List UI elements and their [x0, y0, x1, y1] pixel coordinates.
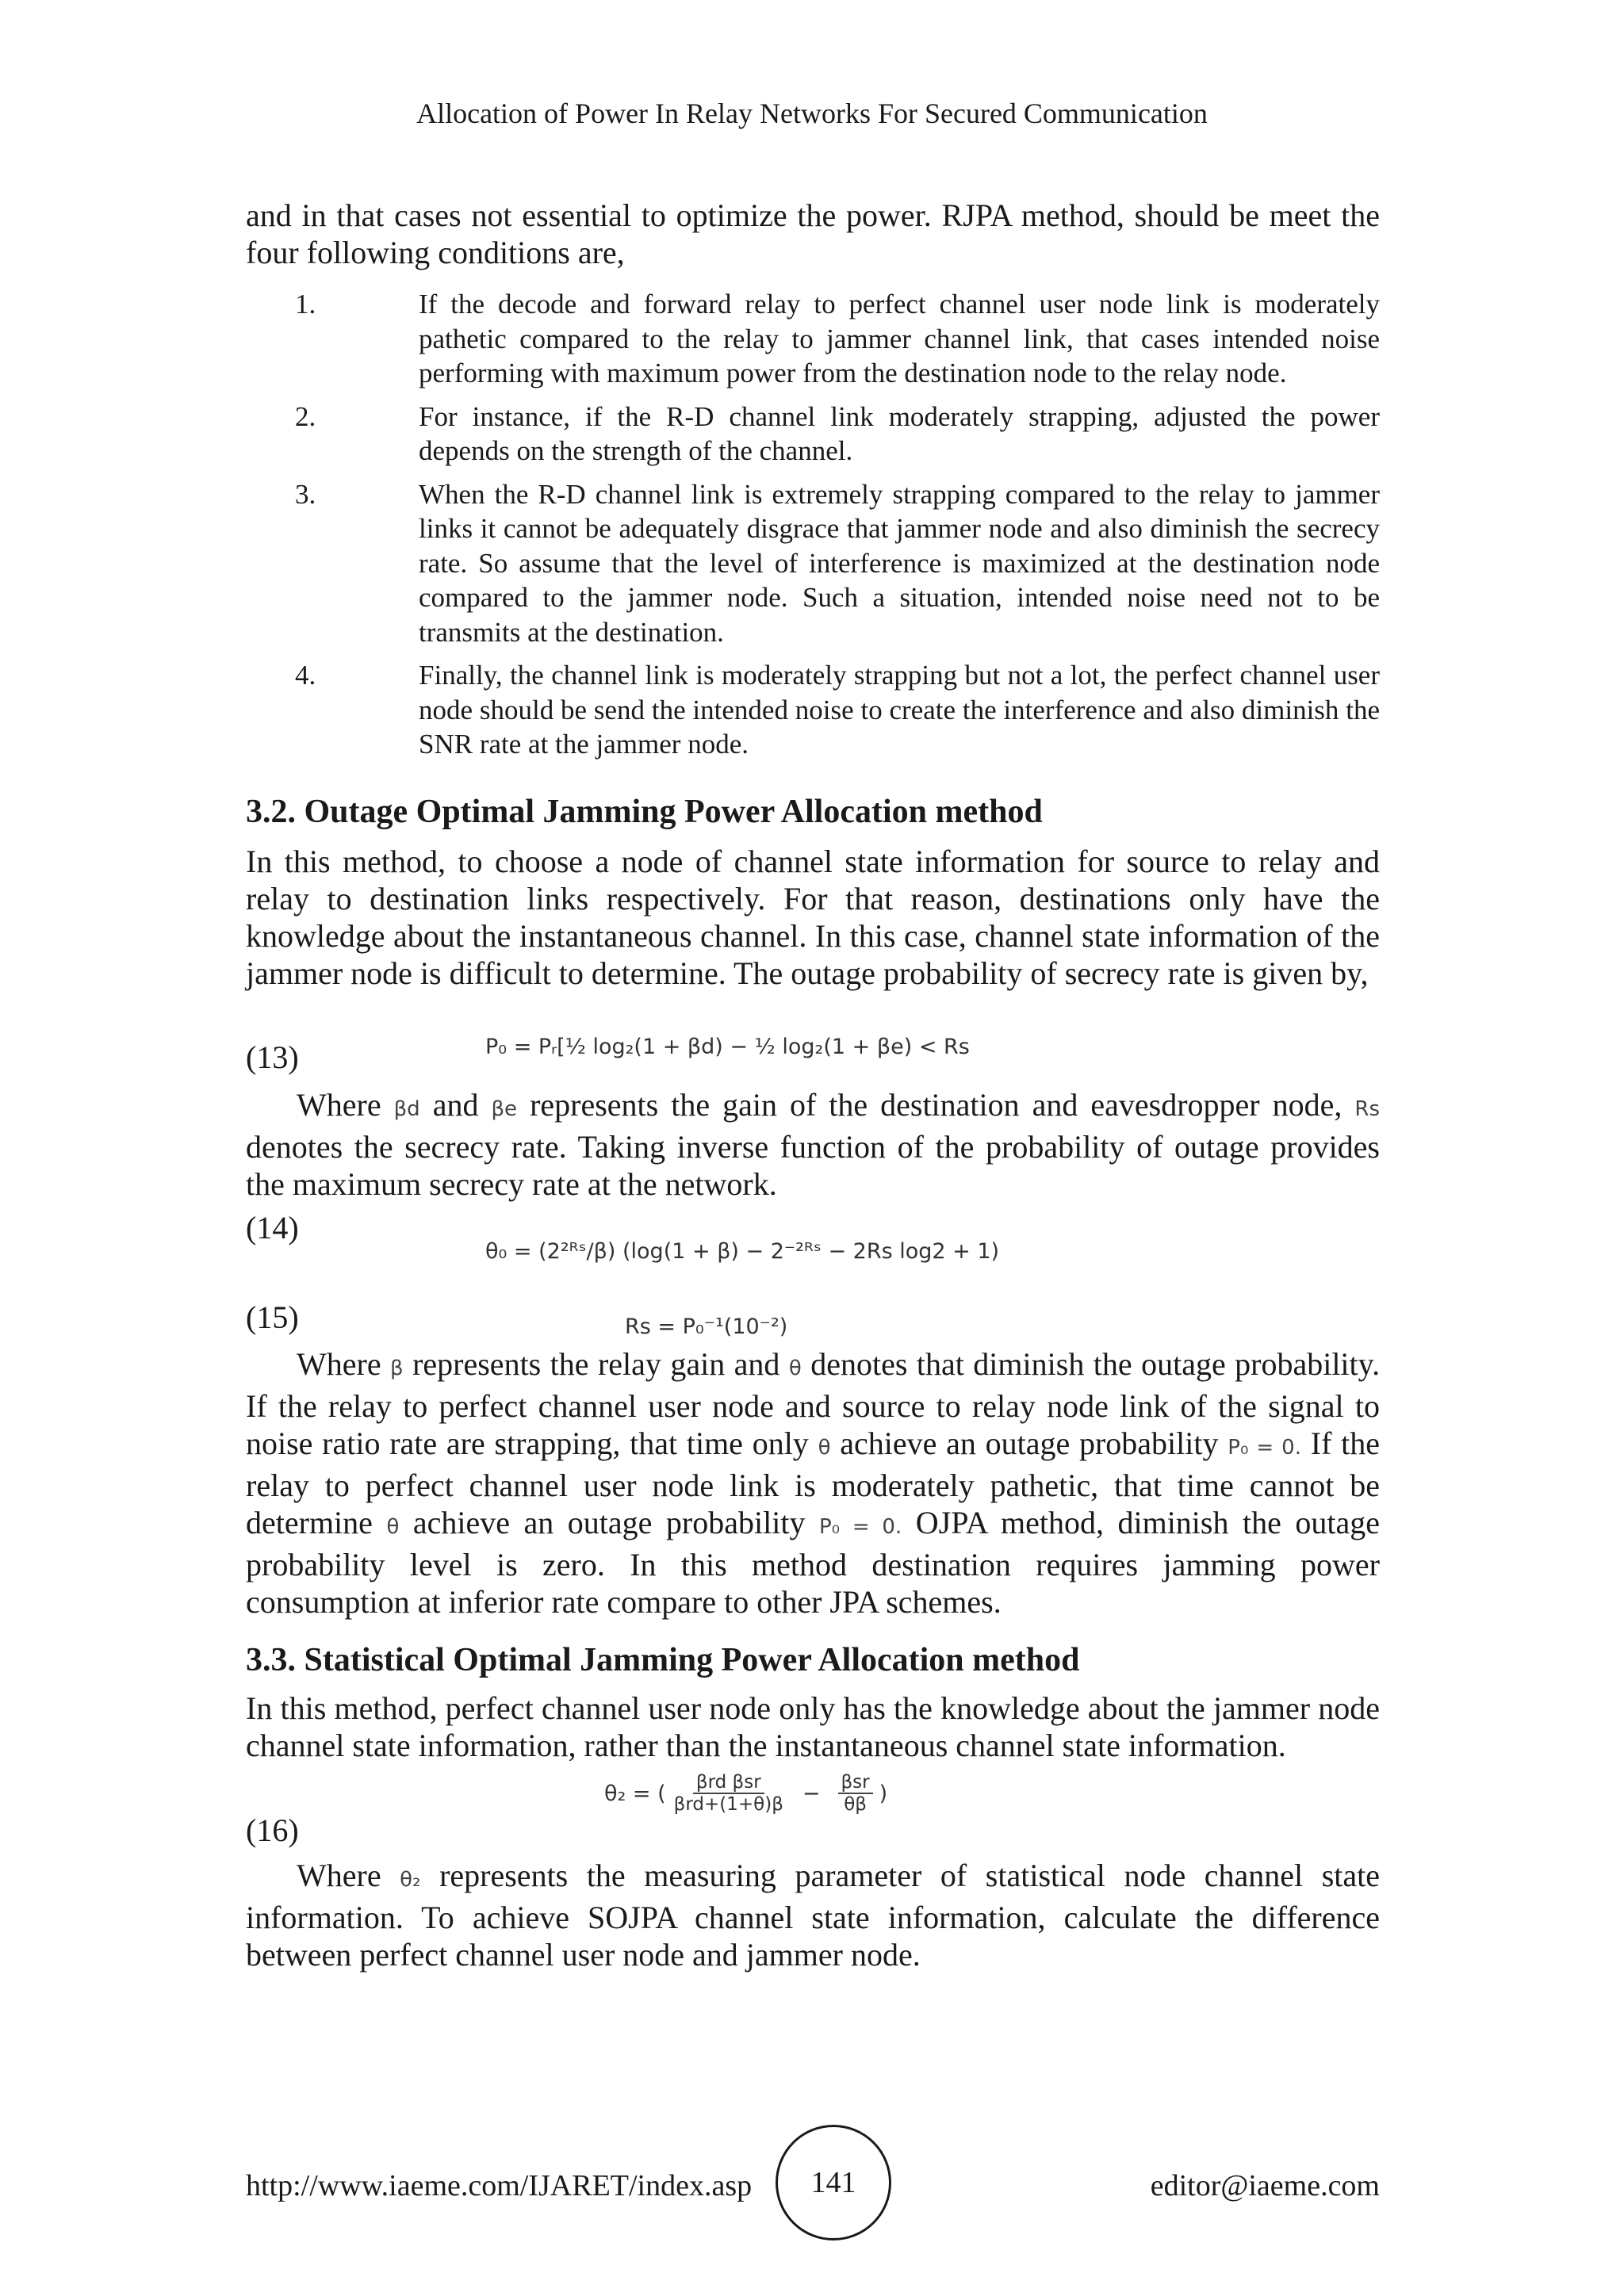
section-3-2-para1 [246, 843, 1380, 992]
list-item-text: If the decode and forward relay to perfect channel user node link is moderately pathetic compared to the relay to jammer channel link, that cases intended noise performing with maximum power from the destination node to the relay node. [419, 289, 1380, 388]
section-3-3-para1 [246, 1689, 1380, 1764]
text-span: Where [297, 1346, 381, 1382]
theta-symbol: θ [386, 1515, 400, 1539]
text-span: and [432, 1087, 479, 1123]
text-span: Where [297, 1858, 381, 1893]
page-number-text: 141 [810, 2166, 856, 2199]
list-item [246, 477, 1380, 650]
theta-symbol: θ [818, 1436, 831, 1460]
list-item-text: For instance, if the R-D channel link moderately strapping, adjusted the power depends on the strength of the channel. [419, 400, 1380, 466]
list-item-number: 4. [295, 660, 316, 691]
eq16-f1-denominator: βrd+(1+θ)β [673, 1794, 783, 1815]
eq16-f2-denominator: θβ [844, 1794, 867, 1815]
section-3-3-para2 [246, 1857, 1380, 1973]
p0-symbol: P₀ = 0. [1228, 1436, 1301, 1460]
list-item [246, 400, 1380, 469]
p0-symbol: P₀ = 0. [818, 1515, 902, 1539]
intro-paragraph [246, 197, 1380, 271]
list-item [246, 287, 1380, 391]
beta-d-symbol: βd [393, 1097, 420, 1121]
list-item-number: 2. [295, 400, 316, 432]
equation-13-formula: P₀ = Pᵣ[½ log₂(1 + βd) − ½ log₂(1 + βe) < Rs [485, 1035, 970, 1059]
eq16-rhs: ) [879, 1781, 888, 1806]
eq16-f2-numerator: βsr [838, 1772, 873, 1794]
section-3-3-para1-text: In this method, perfect channel user node only has the knowledge about the jammer node channel state information, rather than the instantaneous channel state information. [246, 1690, 1380, 1763]
list-item-text: When the R-D channel link is extremely strapping compared to the relay to jammer links it cannot be adequately disgrace that jammer node and also diminish the secrecy rate. So assume that the level of interference is maximized at the destination node compared to the jammer node. Such a situation, intended noise need not to be transmits at the destination. [419, 478, 1380, 648]
section-heading-3-3: 3.3. Statistical Optimal Jamming Power Allocation method [246, 1642, 1080, 1678]
equation-number: (14) [246, 1210, 299, 1246]
section-3-2-para1-text: In this method, to choose a node of channel state information for source to relay and relay to destination links respectively. For that reason, destinations only have the knowledge about the instantaneous channel. In this case, channel state information of the jammer node is difficult to determine. The outage probability of secrecy rate is given by, [246, 844, 1380, 991]
eq16-f1-numerator: βrd βsr [693, 1772, 764, 1794]
equation-number: (16) [246, 1812, 299, 1848]
text-span: represents the relay gain and [412, 1346, 780, 1382]
equation-16-formula [604, 1772, 887, 1815]
footer-url[interactable]: http://www.iaeme.com/IJARET/index.asp [246, 2169, 753, 2202]
text-span: denotes the secrecy rate. Taking inverse function of the probability of outage provides the maximum secrecy rate at the network. [246, 1129, 1380, 1202]
text-span: achieve an outage probability [412, 1505, 806, 1540]
eq16-lhs: θ₂ = ( [604, 1781, 666, 1806]
equation-14-formula: θ₀ = (2²ᴿˢ/β) (log(1 + β) − 2⁻²ᴿˢ − 2Rs log2 + 1) [485, 1239, 1000, 1264]
section-3-2-para2-text [246, 1086, 1380, 1203]
text-span: If the relay to perfect channel user node link is moderately pathetic, that time cannot be determine [246, 1425, 1381, 1540]
page-number [776, 2125, 891, 2241]
beta-symbol: β [390, 1357, 404, 1380]
list-item [246, 658, 1380, 762]
list-item-number: 1. [295, 289, 316, 320]
section-3-2-para2 [246, 1086, 1380, 1203]
text-span: denotes that diminish the outage probability. If the relay to perfect channel user node and source to relay node link of the signal to noise ratio rate are strapping, that time only [246, 1346, 1381, 1461]
section-heading-3-2: 3.2. Outage Optimal Jamming Power Allocation method [246, 794, 1043, 830]
beta-e-symbol: βe [491, 1097, 518, 1121]
text-span: achieve an outage probability [840, 1425, 1219, 1461]
equation-number: (13) [246, 1039, 299, 1075]
section-3-2-para3-text [246, 1345, 1380, 1621]
text-span: Where [297, 1087, 381, 1123]
list-item-number: 3. [295, 478, 316, 510]
text-span: represents the gain of the destination and eavesdropper node, [530, 1087, 1342, 1123]
conditions-list [246, 287, 1380, 771]
running-header: Allocation of Power In Relay Networks For Secured Communication [416, 98, 1208, 129]
text-span: represents the measuring parameter of statistical node channel state information. To achieve SOJPA channel state information, calculate the difference between perfect channel user node and jammer node. [246, 1858, 1381, 1973]
eq16-fraction-1 [674, 1772, 783, 1815]
theta2-symbol: θ₂ [400, 1868, 421, 1892]
intro-text: and in that cases not essential to optimize the power. RJPA method, should be meet the four following conditions are, [246, 197, 1380, 270]
theta-symbol: θ [788, 1357, 802, 1380]
eq16-minus: − [802, 1781, 821, 1806]
footer-email[interactable]: editor@iaeme.com [1150, 2169, 1380, 2202]
equation-15-formula: Rs = P₀⁻¹(10⁻²) [625, 1314, 788, 1339]
section-3-2-para3 [246, 1345, 1380, 1621]
list-item-text: Finally, the channel link is moderately strapping but not a lot, the perfect channel user node should be send the intended noise to create the interference and also diminish the SNR rate at the jammer node. [419, 660, 1380, 760]
section-3-3-para2-text [246, 1857, 1380, 1973]
rs-symbol: Rs [1354, 1097, 1381, 1121]
equation-number: (15) [246, 1299, 299, 1335]
eq16-fraction-2 [838, 1772, 873, 1815]
text-span: OJPA method, diminish the outage probability level is zero. In this method destination requires jamming power consumption at inferior rate compare to other JPA schemes. [246, 1505, 1381, 1620]
